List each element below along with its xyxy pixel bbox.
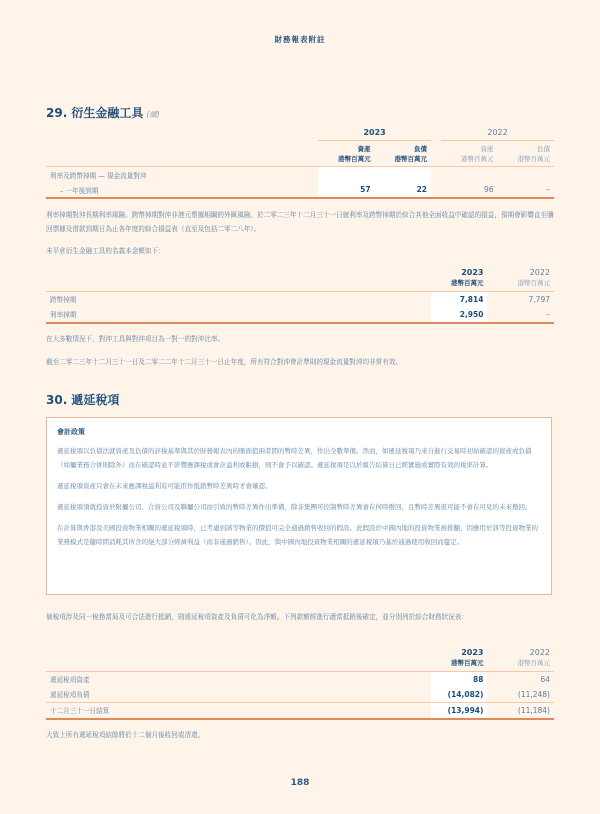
policy-paragraph: 在計算與香港及美國投資物業相關的遞延稅項時，已考慮到該等物業的價值可完全通過銷售收回的假設。此假設於中國內地的投資物業被推翻，因應用於該等投資物業的業務模式是隨時間消耗其所含的絕大部分經濟利益（而非通過銷售）。因此，與中國內地投資物業相關的遞延稅項乃基於通過使用收回而釐定。 xyxy=(57,524,538,546)
year-2022-header: 2022 xyxy=(441,125,554,141)
hedge-table xyxy=(46,125,554,199)
prev-value: (11,248) xyxy=(517,689,550,699)
running-header: 財務報表附註 xyxy=(274,35,326,44)
row-group-label: 利率及跨幣掉期 — 現金流量對沖 xyxy=(46,167,318,183)
row-label: 利率掉期 xyxy=(46,307,431,323)
prev-liabilities: – xyxy=(498,182,554,198)
accounting-policy-box xyxy=(46,417,552,595)
year-2023-header: 2023 港幣百萬元 xyxy=(450,647,484,667)
col-assets-2022: 資產 港幣百萬元 xyxy=(461,144,494,163)
paragraph: 在大多數情況下，對沖工具與對沖項目為一對一的對沖比率。 xyxy=(46,335,225,343)
cur-value: (14,082) xyxy=(431,687,487,703)
cur-liabilities: 22 xyxy=(375,182,431,198)
col-assets-2023: 資產 港幣百萬元 xyxy=(338,144,371,163)
col-liabilities-2023: 負債 港幣百萬元 xyxy=(394,144,428,163)
cur-assets: 57 xyxy=(318,182,374,198)
total-prev: (11,184) xyxy=(498,702,554,719)
policy-paragraph: 遞延稅項須就投資於附屬公司、合資公司及聯屬公司而引致的暫時差異作出準備，除非集團可控制暫時差異會在何時撥回，且暫時差異很可能不會在可見的未來撥回。 xyxy=(57,503,532,511)
row-label: – 一年後到期 xyxy=(46,182,318,198)
notional-table xyxy=(46,265,554,324)
row-label: 跨幣掉期 xyxy=(46,291,431,307)
cur-value: 2,950 xyxy=(431,307,487,323)
prev-value: – xyxy=(498,307,554,323)
paragraph: 倘稅項涉及同一稅務當局及可合法進行抵銷，則遞延稅項資產及負債可化為淨額。下列款額經進行適當抵銷後確定，並分別列於綜合財務狀況表： xyxy=(46,613,468,621)
policy-title: 會計政策 xyxy=(57,428,85,436)
prev-value: 64 xyxy=(498,671,554,687)
year-2023-header: 2023 xyxy=(318,125,431,141)
total-label: 十二月三十一日結算 xyxy=(46,702,431,719)
page-number: 188 xyxy=(290,778,310,788)
prev-value: 7,797 xyxy=(498,291,554,307)
section-30-title: 30. 遞延稅項 xyxy=(46,393,120,407)
cur-value: 88 xyxy=(431,671,487,687)
paragraph: 未平倉衍生金融工具的名義本金額如下： xyxy=(46,247,165,255)
paragraph: 大致上所有遞延稅項結餘將於十二個月後收回或清還。 xyxy=(46,731,205,739)
paragraph: 利率掉期對沖長期利率風險。跨幣掉期對沖非港元票據相關的外匯風險。於二零二三年十二月三十一日就利率及跨幣掉期於綜合其他全面收益中確認的損益，預期會影響直至贖回票據及借款到期日為止各年度的綜合損益表（直至及包括二零二八年）。 xyxy=(46,211,554,233)
deferred-tax-table xyxy=(46,645,554,720)
row-label: 遞延稅項資產 xyxy=(46,671,431,687)
year-2022-header: 2022 港幣百萬元 xyxy=(517,647,550,667)
total-cur: (13,994) xyxy=(431,702,487,719)
prev-assets: 96 xyxy=(441,182,497,198)
policy-paragraph: 遞延稅項以負債法就資產及負債的評稅基準與其於財務報表內的賬面值兩者間的暫時差異，作出全數準備。然而，如遞延稅項乃來自進行交易時初始確認的資產或負債（如屬業務合併則除外）而在確認時並不影響應課稅或會計溢利或虧損，則不會予以確認。遞延稅項是以於報告結算日已經實施或實際有效的稅率計算。 xyxy=(57,447,532,469)
row-label: 遞延稅項負債 xyxy=(50,691,90,699)
policy-paragraph: 遞延稅項資產只會在未來應課稅溢利有可能用作抵銷暫時差異時才會確認。 xyxy=(57,482,272,490)
col-liabilities-2022: 負債 港幣百萬元 xyxy=(517,144,550,163)
year-2022-header: 2022 港幣百萬元 xyxy=(517,267,550,287)
year-2023-header: 2023 港幣百萬元 xyxy=(450,267,484,287)
cur-value: 7,814 xyxy=(431,291,487,307)
section-29-heading: 29. 衍生金融工具 xyxy=(46,106,144,120)
continued-label: (續) xyxy=(146,110,160,119)
section-29-title xyxy=(46,104,160,121)
paragraph: 截至二零二三年十二月三十一日及二零二二年十二月三十一日止年度，所有符合對沖會計準則的現金流量對沖均非常有效。 xyxy=(46,358,403,366)
